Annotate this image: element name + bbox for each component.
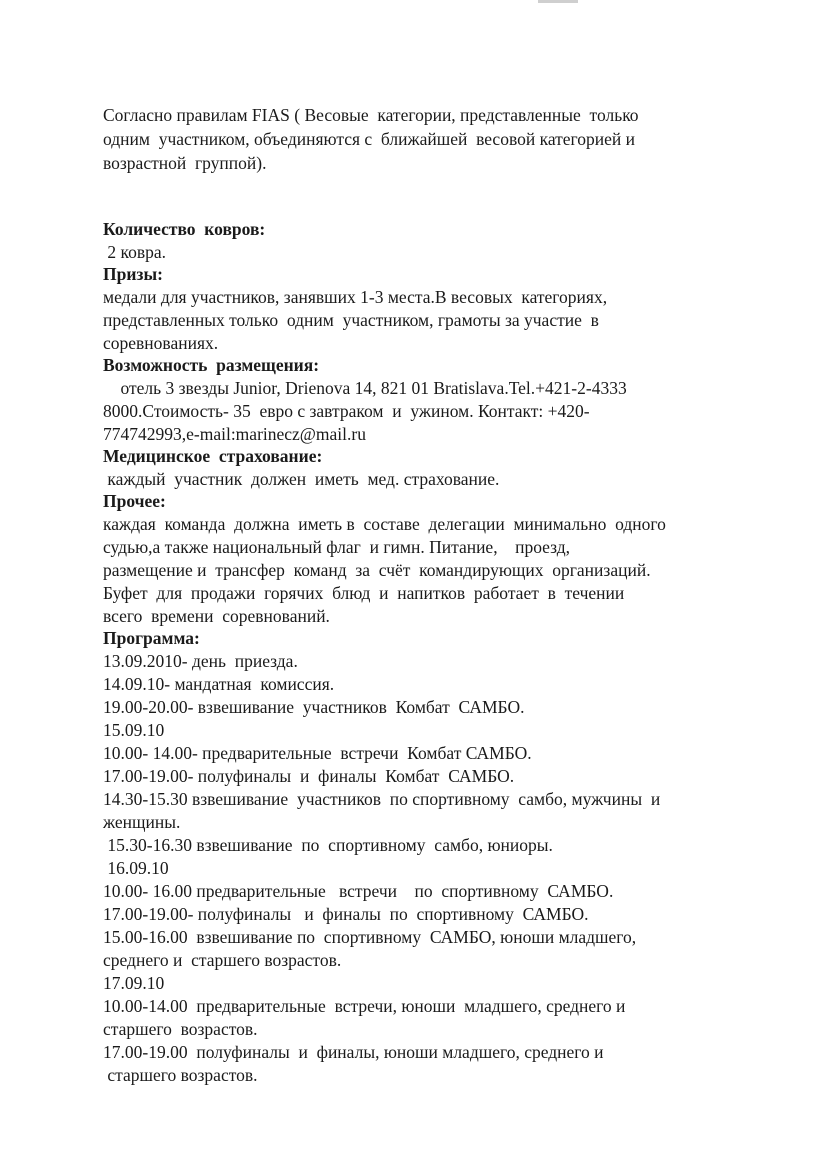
program-line: 15.00-16.00 взвешивание по спортивному САМБО, юноши младшего, xyxy=(103,927,637,947)
other-line: каждая команда должна иметь в составе делегации минимально одного xyxy=(103,514,666,534)
prizes-heading: Призы: xyxy=(103,264,163,284)
program-line: среднего и старшего возрастов. xyxy=(103,950,342,970)
other-line: судью,а также национальный флаг и гимн. Питание, проезд, xyxy=(103,537,571,557)
prizes-line: медали для участников, занявших 1-3 места.В весовых категориях, xyxy=(103,287,608,307)
program-line: 15.09.10 xyxy=(103,720,165,740)
intro-line: возрастной группой). xyxy=(103,153,267,173)
other-heading: Прочее: xyxy=(103,491,166,511)
program-line: 17.00-19.00- полуфиналы и финалы по спортивному САМБО. xyxy=(103,904,589,924)
program-line: 15.30-16.30 взвешивание по спортивному самбо, юниоры. xyxy=(103,835,553,855)
program-line: 17.00-19.00- полуфиналы и финалы Комбат САМБО. xyxy=(103,766,515,786)
prizes-line: представленных только одним участником, грамоты за участие в xyxy=(103,310,599,330)
other-line: всего времени соревнований. xyxy=(103,606,330,626)
program-line: 19.00-20.00- взвешивание участников Комбат САМБО. xyxy=(103,697,525,717)
insurance-heading: Медицинское страхование: xyxy=(103,446,323,466)
accommodation-line: 774742993,e-mail:marinecz@mail.ru xyxy=(103,424,366,444)
prizes-line: соревнованиях. xyxy=(103,333,219,353)
program-heading: Программа: xyxy=(103,628,200,648)
other-line: размещение и трансфер команд за счёт командирующих организаций. xyxy=(103,560,651,580)
insurance-text: каждый участник должен иметь мед. страхование. xyxy=(103,469,500,489)
program-line: 13.09.2010- день приезда. xyxy=(103,651,298,671)
program-line: старшего возрастов. xyxy=(103,1019,258,1039)
accommodation-heading: Возможность размещения: xyxy=(103,355,320,375)
other-line: Буфет для продажи горячих блюд и напитков работает в течении xyxy=(103,583,625,603)
program-line: старшего возрастов. xyxy=(103,1065,258,1085)
program-line: 10.00- 16.00 предварительные встречи по спортивному САМБО. xyxy=(103,881,614,901)
program-line: 10.00-14.00 предварительные встречи, юноши младшего, среднего и xyxy=(103,996,626,1016)
intro-line: Согласно правилам FIAS ( Весовые категории, представленные только xyxy=(103,105,639,125)
intro-line: одним участником, объединяются с ближайшей весовой категорией и xyxy=(103,129,636,149)
accommodation-line: отель 3 звезды Junior, Drienova 14, 821 01 Bratislava.Tel.+421-2-4333 xyxy=(103,378,627,398)
accommodation-line: 8000.Стоимость- 35 евро с завтраком и ужином. Контакт: +420- xyxy=(103,401,590,421)
program-line: 16.09.10 xyxy=(103,858,169,878)
scan-artifact xyxy=(538,0,578,3)
program-line: 10.00- 14.00- предварительные встречи Комбат САМБО. xyxy=(103,743,532,763)
program-line: 14.09.10- мандатная комиссия. xyxy=(103,674,335,694)
program-line: 17.09.10 xyxy=(103,973,165,993)
program-line: 17.00-19.00 полуфиналы и финалы, юноши младшего, среднего и xyxy=(103,1042,604,1062)
program-line: женщины. xyxy=(103,812,181,832)
mats-heading: Количество ковров: xyxy=(103,219,266,239)
mats-text: 2 ковра. xyxy=(103,242,167,262)
program-line: 14.30-15.30 взвешивание участников по спортивному самбо, мужчины и xyxy=(103,789,661,809)
